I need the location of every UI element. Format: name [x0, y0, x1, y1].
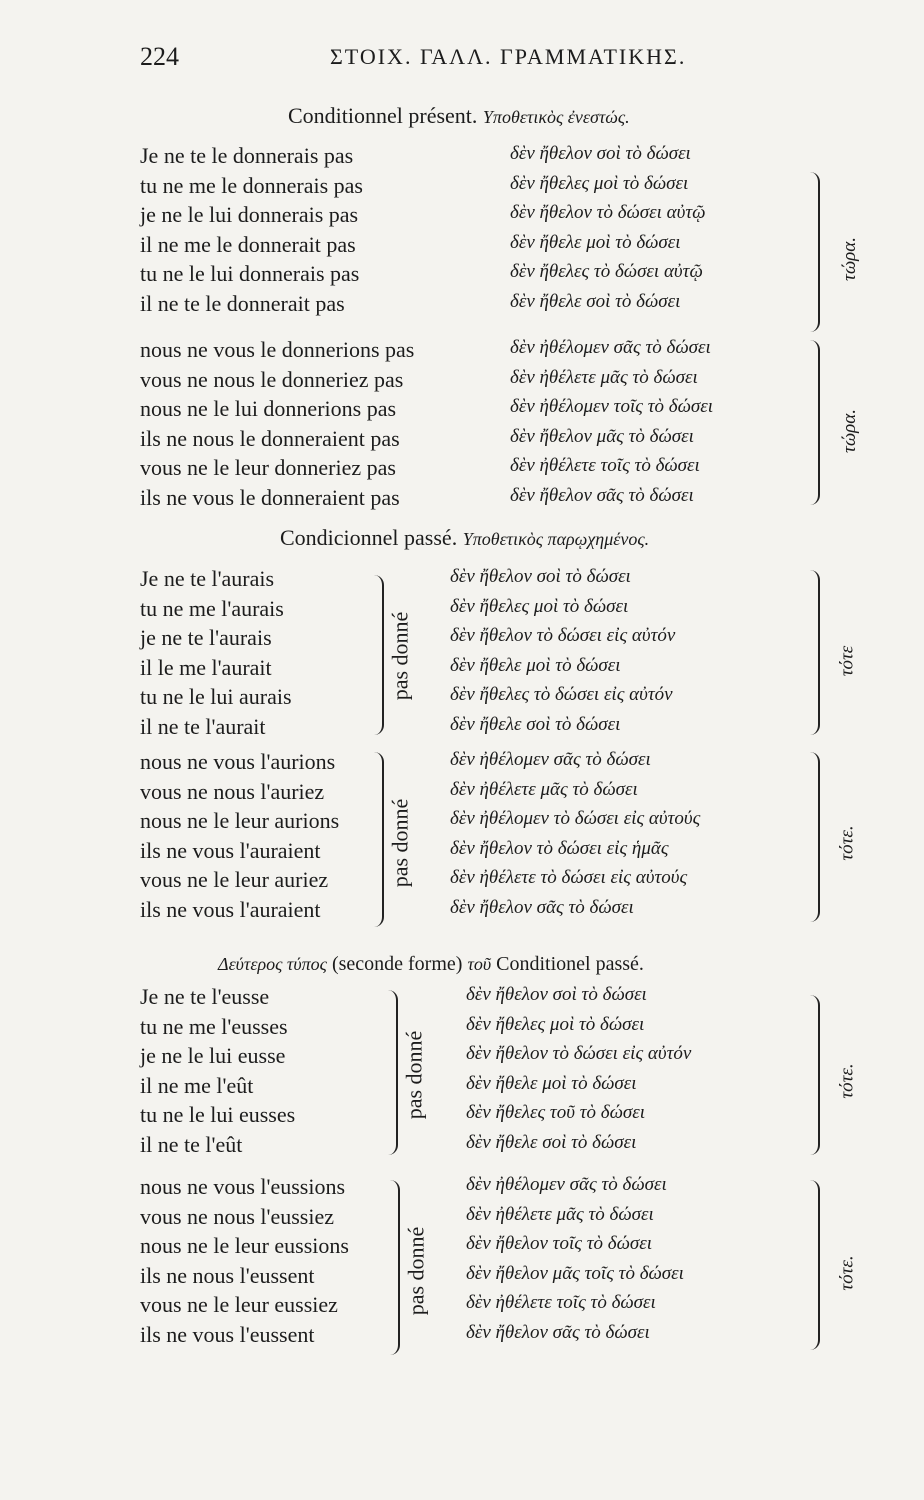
right-brace: [808, 172, 820, 332]
french-line: vous ne nous l'eussiez: [140, 1203, 334, 1229]
section-title-fr: Conditionel passé.: [496, 953, 644, 975]
greek-line: δὲν ἠθέλομεν σᾶς τὸ δώσει: [466, 1174, 667, 1195]
greek-line: δὲν ἤθελον σοὶ τὸ δώσει: [466, 984, 647, 1005]
greek-line: δὲν ἤθελον μᾶς τὸ δώσει: [510, 425, 694, 447]
section-title-gr: Δεύτερος τύπος: [218, 954, 327, 974]
greek-line: δὲν ἤθελε μοὶ τὸ δώσει: [510, 231, 681, 253]
french-line: il ne te le donnerait pas: [140, 290, 345, 316]
french-line: nous ne vous le donnerions pas: [140, 337, 415, 362]
section-title-fr: Condicionnel passé.: [280, 525, 458, 550]
greek-line: δὲν ἤθελον σᾶς τὸ δώσει: [510, 484, 694, 506]
greek-line: δὲν ἤθελον σᾶς τὸ δώσει: [466, 1321, 650, 1343]
page-number: 224: [140, 42, 179, 71]
french-line: ils ne vous l'eussent: [140, 1321, 315, 1347]
french-line: il le me l'aurait: [140, 654, 272, 680]
greek-line: δὲν ἤθελες μοὶ τὸ δώσει: [510, 172, 689, 194]
section-title-conditionnel-present: [288, 103, 630, 129]
french-line: nous ne le leur eussions: [140, 1233, 349, 1258]
right-brace: [808, 340, 820, 505]
french-line: nous ne vous l'eussions: [140, 1174, 346, 1199]
french-line: tu ne me l'aurais: [140, 595, 284, 621]
french-line: ils ne nous le donneraient pas: [140, 425, 400, 451]
page-header: [140, 42, 800, 82]
right-brace: [808, 570, 820, 735]
greek-line: δὲν ἠθέλετε τοῖς τὸ δώσει: [510, 455, 700, 476]
greek-line: δὲν ἤθελε σοὶ τὸ δώσει: [466, 1131, 637, 1153]
french-line: Je ne te le donnerais pas: [140, 143, 354, 168]
section-title-gr: τοῦ: [467, 954, 492, 974]
french-line: nous ne le leur aurions: [140, 808, 340, 833]
greek-line: δὲν ἤθελον σοὶ τὸ δώσει: [510, 143, 691, 164]
greek-line: δὲν ἠθέλετε μᾶς τὸ δώσει: [466, 1203, 654, 1225]
greek-line: δὲν ἤθελον μᾶς τοῖς τὸ δώσει: [466, 1262, 684, 1284]
french-line: ils ne nous l'eussent: [140, 1262, 315, 1288]
french-line: il ne te l'aurait: [140, 713, 266, 739]
greek-line: δὲν ἤθελον σοὶ τὸ δώσει: [450, 566, 631, 587]
greek-line: δὲν ἤθελον τὸ δώσει εἰς αὐτόν: [466, 1043, 692, 1064]
french-line: Je ne te l'eusse: [140, 984, 270, 1009]
french-line: vous ne le leur eussiez: [140, 1292, 338, 1317]
middle-label: pas donné: [401, 1030, 427, 1120]
greek-line: δὲν ἤθελε μοὶ τὸ δώσει: [466, 1072, 637, 1094]
french-line: je ne le lui eusse: [140, 1043, 286, 1068]
section-title-fr: Conditionnel présent.: [288, 103, 478, 128]
greek-line: δὲν ἤθελον τὸ δώσει εἰς αὐτόν: [450, 625, 676, 646]
middle-brace: [372, 575, 384, 735]
french-line: tu ne me le donnerais pas: [140, 172, 363, 198]
greek-line: δὲν ἤθελον τὸ δώσει εἰς ἡμᾶς: [450, 837, 669, 859]
greek-line: δὲν ἠθέλομεν τὸ δώσει εἰς αὐτούς: [450, 808, 701, 829]
middle-brace: [386, 990, 398, 1155]
right-brace: [808, 752, 820, 922]
middle-brace: [388, 1180, 400, 1355]
greek-line: δὲν ἠθέλομεν τοῖς τὸ δώσει: [510, 396, 713, 417]
french-line: ils ne vous le donneraient pas: [140, 484, 400, 510]
section-title-seconde-forme: [218, 953, 644, 976]
greek-line: δὲν ἤθελον τοῖς τὸ δώσει: [466, 1233, 652, 1254]
french-line: tu ne le lui eusses: [140, 1102, 296, 1127]
right-brace: [808, 1180, 820, 1350]
greek-line: δὲν ἤθελε μοὶ τὸ δώσει: [450, 654, 621, 676]
side-label: τότε.: [836, 1063, 858, 1099]
right-brace: [808, 995, 820, 1155]
french-line: nous ne le lui donnerions pas: [140, 396, 397, 421]
french-line: tu ne le lui aurais: [140, 684, 292, 709]
greek-line: δὲν ἤθελες μοὶ τὸ δώσει: [450, 595, 629, 617]
greek-line: δὲν ἠθέλετε τὸ δώσει εἰς αὐτούς: [450, 867, 688, 888]
french-line: nous ne vous l'aurions: [140, 749, 336, 774]
middle-label: pas donné: [387, 798, 413, 888]
greek-line: δὲν ἤθελες μοὶ τὸ δώσει: [466, 1013, 645, 1035]
side-label: τώρα.: [838, 409, 860, 453]
french-line: vous ne nous le donneriez pas: [140, 366, 404, 392]
greek-line: δὲν ἤθελε σοὶ τὸ δώσει: [510, 290, 681, 312]
french-line: vous ne le leur donneriez pas: [140, 455, 396, 480]
french-line: il ne te l'eût: [140, 1131, 243, 1157]
french-line: tu ne me l'eusses: [140, 1013, 288, 1039]
french-line: je ne le lui donnerais pas: [140, 202, 359, 227]
french-line: il ne me l'eût: [140, 1072, 254, 1098]
side-label: τότε.: [836, 1255, 858, 1291]
greek-line: δὲν ἠθέλετε μᾶς τὸ δώσει: [510, 366, 698, 388]
greek-line: δὲν ἠθέλομεν σᾶς τὸ δώσει: [510, 337, 711, 358]
french-line: ils ne vous l'auraient: [140, 837, 321, 863]
greek-line: δὲν ἠθέλετε μᾶς τὸ δώσει: [450, 778, 638, 800]
greek-line: δὲν ἤθελες τὸ δώσει αὐτῷ: [510, 261, 703, 282]
greek-line: δὲν ἤθελες τὸ δώσει εἰς αὐτόν: [450, 684, 673, 705]
french-line: je ne te l'aurais: [140, 625, 272, 650]
section-title-gr: Υποθετικὸς παρῳχημένος.: [462, 529, 650, 549]
french-line: ils ne vous l'auraient: [140, 896, 321, 922]
french-line: tu ne le lui donnerais pas: [140, 261, 360, 286]
french-line: vous ne nous l'auriez: [140, 778, 325, 804]
section-title-gr: Υποθετικὸς ἐνεστώς.: [482, 107, 630, 127]
french-line: il ne me le donnerait pas: [140, 231, 356, 257]
greek-line: δὲν ἤθελε σοὶ τὸ δώσει: [450, 713, 621, 735]
side-label: τώρα.: [838, 237, 860, 281]
greek-line: δὲν ἤθελον σᾶς τὸ δώσει: [450, 896, 634, 918]
greek-line: δὲν ἠθέλομεν σᾶς τὸ δώσει: [450, 749, 651, 770]
greek-line: δὲν ἤθελον τὸ δώσει αὐτῷ: [510, 202, 706, 223]
side-label: τότε: [836, 645, 858, 677]
greek-line: δὲν ἠθέλετε τοῖς τὸ δώσει: [466, 1292, 656, 1313]
greek-line: δὲν ἤθελες τοῦ τὸ δώσει: [466, 1102, 645, 1123]
section-title-fr: (seconde forme): [331, 953, 463, 975]
middle-brace: [372, 752, 384, 927]
running-title: ΣΤΟΙΧ. ΓΑΛΛ. ΓΡΑΜΜΑΤΙΚΗΣ.: [330, 44, 687, 69]
french-line: Je ne te l'aurais: [140, 566, 275, 591]
side-label: τότε.: [836, 825, 858, 861]
middle-label: pas donné: [387, 611, 413, 701]
section-title-condicionnel-passe: [280, 525, 649, 551]
french-line: vous ne le leur auriez: [140, 867, 329, 892]
middle-label: pas donné: [403, 1226, 429, 1316]
